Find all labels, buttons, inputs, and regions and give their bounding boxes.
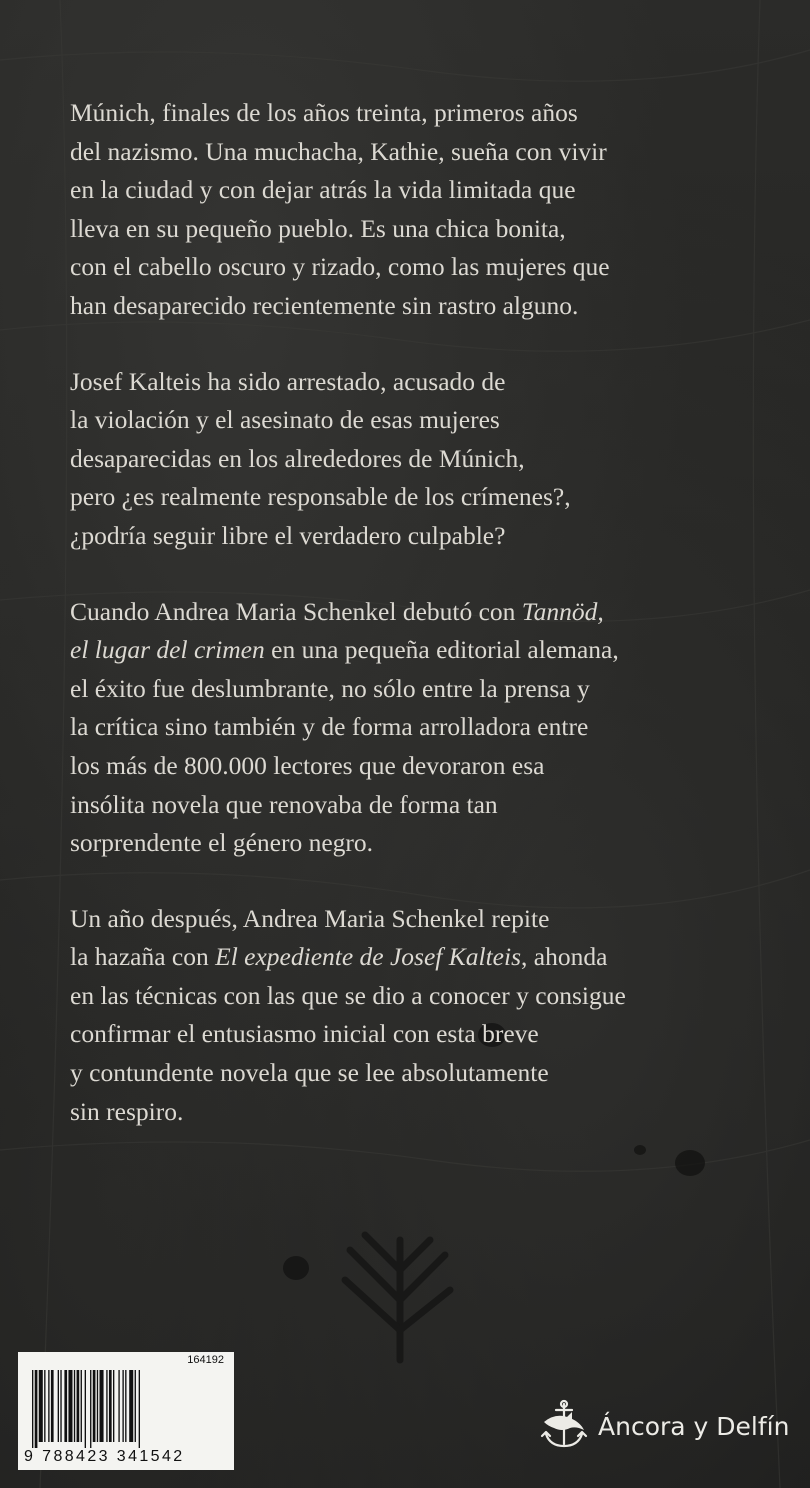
blurb-paragraph-1: [70, 94, 760, 326]
text-line: han desaparecido recientemente sin rastro alguno.: [70, 290, 579, 320]
text-line: Múnich, finales de los años treinta, primeros años: [70, 98, 578, 127]
barcode-bar: [125, 1370, 126, 1442]
text-line: [70, 593, 760, 632]
barcode-bar: [139, 1370, 140, 1448]
publisher-name: Áncora y Delfín: [598, 1412, 790, 1441]
barcode-bar: [48, 1370, 49, 1442]
barcode-bar: [81, 1370, 82, 1442]
barcode-bar: [64, 1370, 67, 1442]
text-line: los más de 800.000 lectores que devoraron esa: [70, 750, 545, 780]
text-line: sorprendente el género negro.: [70, 828, 374, 858]
text-segment: , ahonda: [521, 942, 608, 972]
barcode-bar: [90, 1370, 91, 1448]
barcode-internal-code: 164192: [187, 1354, 224, 1366]
barcode-bar: [97, 1370, 98, 1442]
barcode-bar: [39, 1370, 43, 1442]
barcode-bar: [93, 1370, 96, 1442]
barcode-bar: [100, 1370, 104, 1442]
text-line: Un año después, Andrea Maria Schenkel repite: [70, 903, 550, 933]
barcode-bar: [77, 1370, 80, 1442]
text-line: en las técnicas con las que se dio a conocer y consigue: [70, 980, 626, 1010]
text-line: [70, 631, 760, 670]
barcode-bar: [118, 1370, 119, 1442]
text-line: confirmar el entusiasmo inicial con esta breve: [70, 1019, 539, 1049]
barcode-bar: [44, 1370, 45, 1442]
blurb-paragraph-2: [70, 363, 760, 556]
text-line: del nazismo. Una muchacha, Kathie, sueña con vivir: [70, 136, 607, 166]
text-line: la crítica sino también y de forma arrolladora entre: [70, 712, 589, 742]
barcode-bar: [109, 1370, 112, 1442]
text-line: ¿podría seguir libre el verdadero culpable?: [70, 520, 506, 550]
text-segment: la hazaña con: [70, 942, 216, 972]
text-line: en la ciudad y con dejar atrás la vida limitada que: [70, 175, 576, 205]
text-segment: Cuando Andrea Maria Schenkel debutó con: [70, 596, 522, 626]
barcode-bar: [32, 1370, 33, 1448]
text-line: la violación y el asesinato de esas mujeres: [70, 405, 500, 435]
text-line: con el cabello oscuro y rizado, como las mujeres que: [70, 252, 610, 282]
text-line: Josef Kalteis ha sido arrestado, acusado de: [70, 366, 506, 396]
book-title-italic: el lugar del crimen: [70, 635, 265, 665]
barcode-bar: [60, 1370, 61, 1442]
barcode-bar: [35, 1370, 38, 1448]
barcode-bar: [113, 1370, 114, 1442]
barcode-bar: [135, 1370, 136, 1442]
anchor-dolphin-icon: [536, 1398, 592, 1454]
text-segment: en una pequeña editorial alemana,: [264, 635, 619, 665]
text-line: desaparecidas en los alrededores de Múnich,: [70, 443, 525, 473]
text-line: insólita novela que renovaba de forma tan: [70, 789, 498, 819]
barcode-bar: [74, 1370, 75, 1442]
barcode-bar: [122, 1370, 123, 1442]
text-line: el éxito fue deslumbrante, no sólo entre la prensa y: [70, 673, 590, 703]
blurb-paragraph-3: [70, 593, 760, 863]
text-line: pero ¿es realmente responsable de los crímenes?,: [70, 482, 571, 512]
isbn-number: 9 788423 341542: [24, 1448, 185, 1465]
barcode-bar: [58, 1370, 59, 1442]
back-cover-blurb: [70, 94, 760, 1168]
publisher-imprint: [536, 1398, 806, 1454]
blurb-paragraph-4: [70, 900, 760, 1132]
book-title-italic: El expediente de Josef Kalteis: [215, 942, 522, 972]
barcode-bar: [51, 1370, 54, 1442]
text-line: [70, 938, 760, 977]
text-line: lleva en su pequeño pueblo. Es una chica bonita,: [70, 213, 566, 243]
barcode-bar: [129, 1370, 133, 1442]
text-line: sin respiro.: [70, 1096, 184, 1126]
barcode-bar: [85, 1370, 86, 1448]
text-line: y contundente novela que se lee absolutamente: [70, 1058, 549, 1088]
isbn-barcode: [18, 1352, 234, 1470]
barcode-bar: [106, 1370, 107, 1442]
barcode-bar: [68, 1370, 72, 1442]
book-title-italic: Tannöd,: [521, 596, 604, 626]
